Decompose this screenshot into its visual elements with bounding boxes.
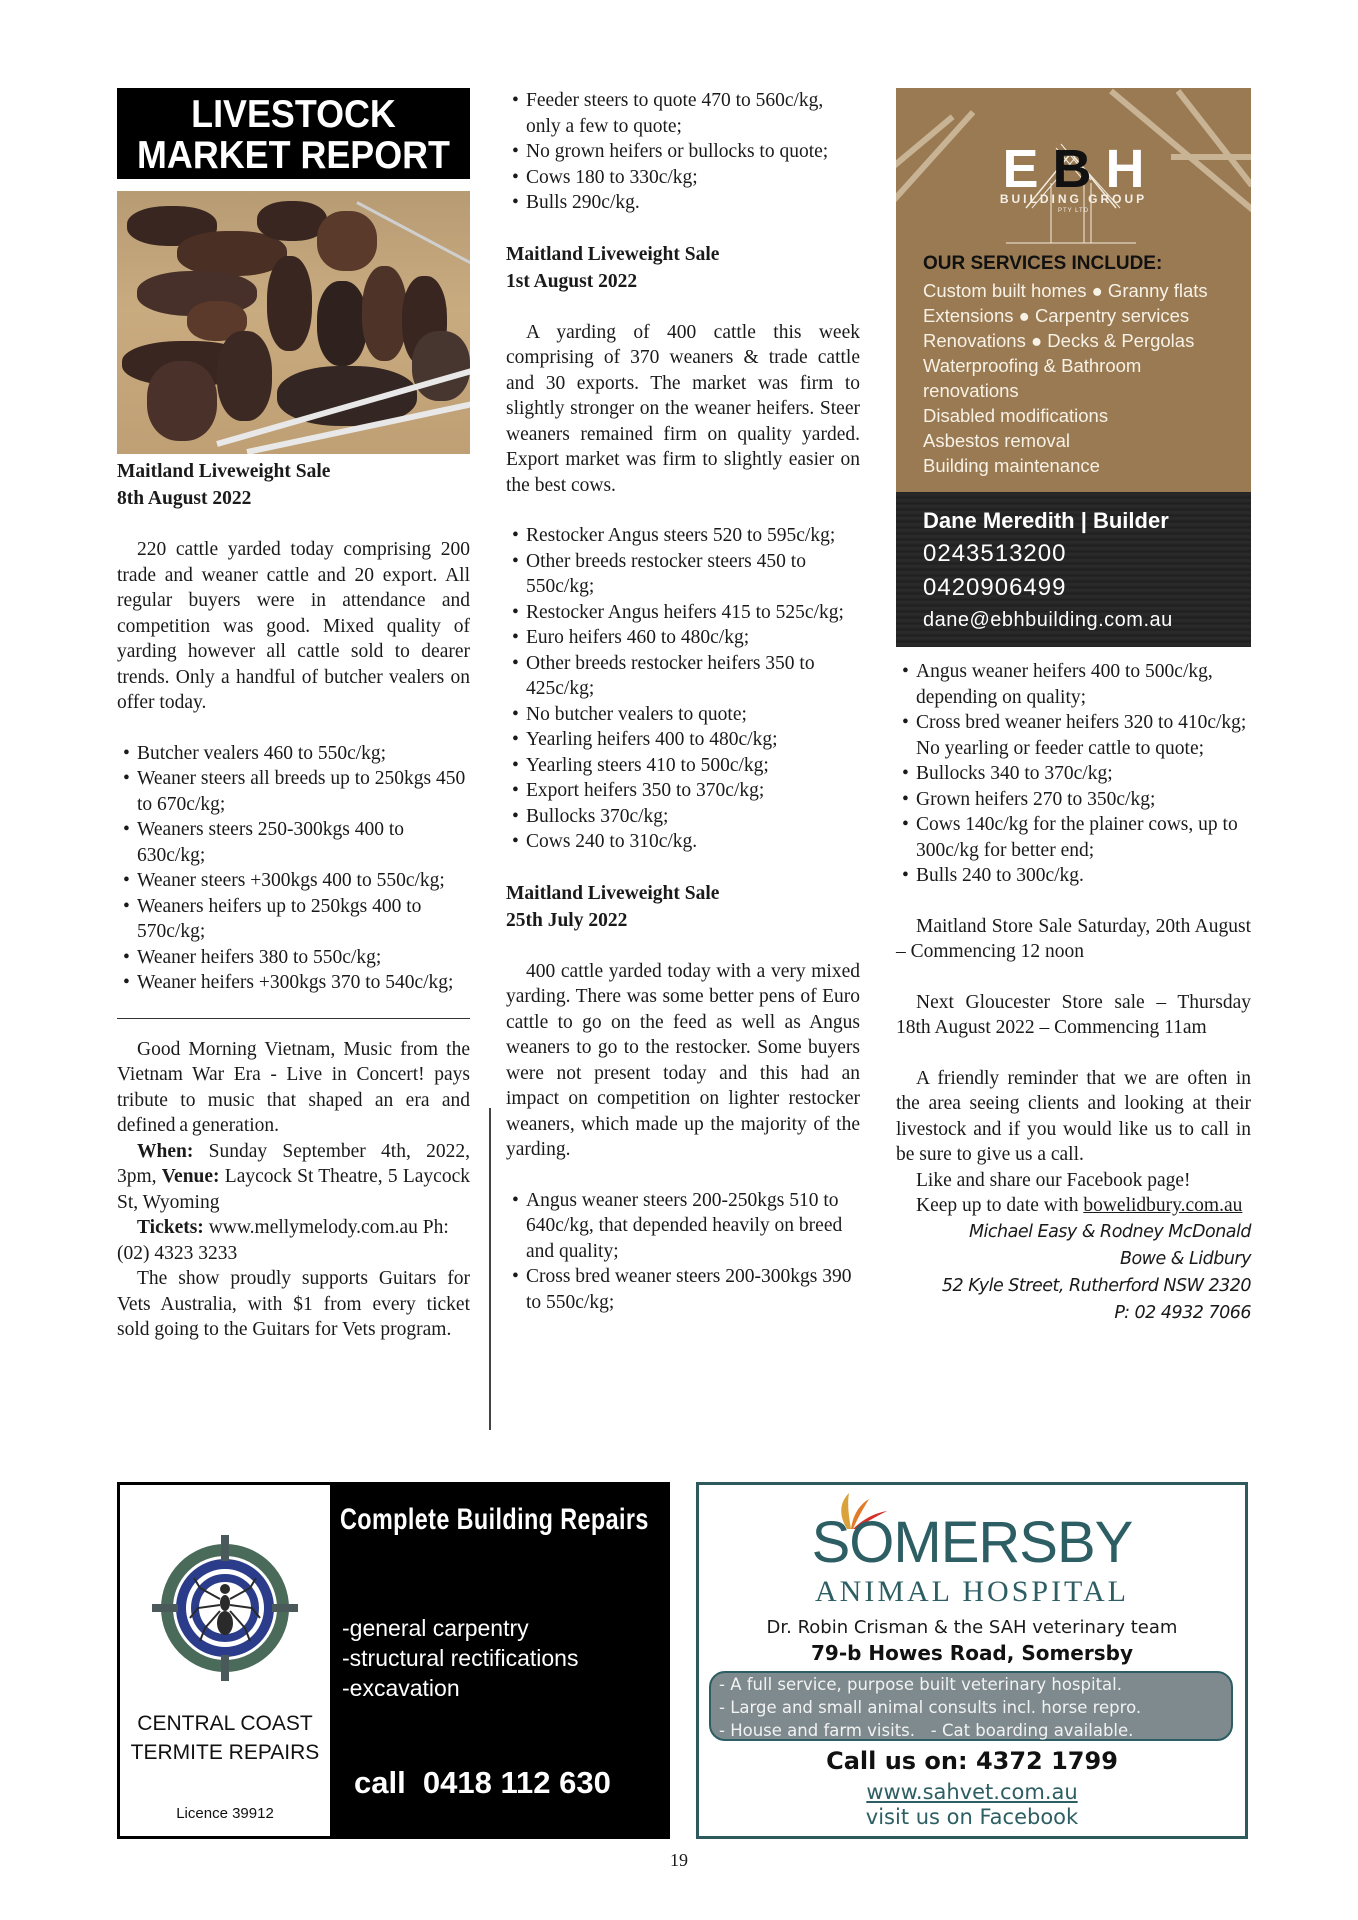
price-item: • Weaner steers +300kgs 400 to 550c/kg; xyxy=(117,868,470,894)
signature xyxy=(896,1219,1251,1327)
price-item: • Restocker Angus heifers 415 to 525c/kg; xyxy=(506,600,860,626)
contact-phone-2[interactable]: 0420906499 xyxy=(923,574,1067,601)
sale-2-date: 1st August 2022 xyxy=(506,270,638,292)
column-1 xyxy=(117,88,470,1343)
when-label: When: xyxy=(137,1140,194,1162)
price-item: • Angus weaner heifers 400 to 500c/kg, depending on quality; xyxy=(896,659,1251,710)
website-notice xyxy=(896,1193,1251,1219)
services-title: OUR SERVICES INCLUDE: xyxy=(923,253,1163,274)
termite-ad-info-panel xyxy=(330,1485,667,1836)
price-item: • Bullocks 340 to 370c/kg; xyxy=(896,761,1251,787)
masthead-line-2: MARKET REPORT xyxy=(137,134,450,177)
price-item: • Grown heifers 270 to 350c/kg; xyxy=(896,787,1251,813)
keep-up-text: Keep up to date with xyxy=(916,1195,1084,1216)
price-item: • No butcher vealers to quote; xyxy=(506,702,860,728)
sale-3-prices-continued xyxy=(896,659,1251,889)
price-item: • Cows 240 to 310c/kg. xyxy=(506,829,860,855)
animal-hospital-subtitle: ANIMAL HOSPITAL xyxy=(815,1575,1129,1608)
concert-when-venue xyxy=(117,1139,470,1216)
price-item: • Angus weaner steers 200-250kgs 510 to 640c/kg, that depended heavily on breed and quality; xyxy=(506,1188,860,1265)
ant-target-icon xyxy=(150,1533,300,1683)
contact-name: Dane Meredith | Builder xyxy=(923,508,1169,533)
service-item: Disabled modifications xyxy=(923,405,1109,426)
sale-1-prices xyxy=(117,741,470,996)
vet-features-box xyxy=(709,1671,1233,1741)
price-item: • Yearling steers 410 to 500c/kg; xyxy=(506,753,860,779)
termite-service-item: -excavation xyxy=(342,1675,460,1701)
price-item: • Bullocks 370c/kg; xyxy=(506,804,860,830)
service-item: Asbestos removal xyxy=(923,430,1071,451)
termite-ad-logo-panel xyxy=(120,1485,330,1836)
when-value: Sunday September 4th, 2022, 3pm, xyxy=(117,1140,470,1187)
price-item: • Euro heifers 460 to 480c/kg; xyxy=(506,625,860,651)
signature-phone: P: 02 4932 7066 xyxy=(1114,1302,1251,1323)
signature-address: 52 Kyle Street, Rutherford NSW 2320 xyxy=(941,1275,1251,1296)
ebh-brand: BUILDING GROUP xyxy=(999,192,1148,206)
sale-2-prices xyxy=(506,523,860,855)
vet-call-number[interactable]: Call us on: 4372 1799 xyxy=(826,1747,1118,1775)
price-item: • Restocker Angus steers 520 to 595c/kg; xyxy=(506,523,860,549)
somersby-animal-hospital-ad xyxy=(696,1482,1248,1839)
price-item: • Weaner steers all breeds up to 250kgs 450 to 670c/kg; xyxy=(117,766,470,817)
gloucester-notice: Next Gloucester Store sale – Thursday 18th August 2022 – Commencing 11am xyxy=(896,991,1251,1038)
service-item: Building maintenance xyxy=(923,455,1100,476)
company-name-line-1: CENTRAL COAST xyxy=(137,1712,313,1735)
sale-2-title: Maitland Liveweight Sale xyxy=(506,243,720,265)
reminder-notice: A friendly reminder that we are often in the area seeing clients and looking at their livestock and if you would like us to call in be sure to give us a call. xyxy=(896,1067,1251,1165)
price-item: • Cross bred weaner heifers 320 to 410c/kg; No yearling or feeder cattle to quote; xyxy=(896,710,1251,761)
logo-letter-b: B xyxy=(1052,139,1092,199)
services-list xyxy=(923,278,1243,478)
service-item: Waterproofing & Bathroom xyxy=(923,355,1142,376)
price-item: • Bulls 290c/kg. xyxy=(506,190,860,216)
price-item: • Weaners heifers up to 250kgs 400 to 570c/kg; xyxy=(117,894,470,945)
price-item: • Cows 180 to 330c/kg; xyxy=(506,165,860,191)
ebh-logo xyxy=(896,138,1251,200)
price-item: • Weaner heifers +300kgs 370 to 540c/kg; xyxy=(117,970,470,996)
sale-3-summary: 400 cattle yarded today with a very mixed yarding. There was some better pens of Euro cattle to go on the feed as well as Angus weaners to go to the restocker. Some buyers were not present today and this had an impact on competition on lighter restocker weaners, which made up the majority of the yarding. xyxy=(506,960,860,1160)
price-item: • Weaner heifers 380 to 550c/kg; xyxy=(117,945,470,971)
termite-services-list xyxy=(342,1613,578,1703)
ebh-building-ad xyxy=(896,88,1251,647)
store-sale-notice: Maitland Store Sale Saturday, 20th August – Commencing 12 noon xyxy=(896,915,1251,962)
column-3 xyxy=(896,88,1251,1327)
venue-label: Venue: xyxy=(161,1166,220,1187)
cow-shape xyxy=(412,331,470,401)
venue-value: Laycock St Theatre, 5 Laycock St, Wyoming xyxy=(117,1166,470,1213)
sale-3-title: Maitland Liveweight Sale xyxy=(506,882,720,904)
price-item: • Butcher vealers 460 to 550c/kg; xyxy=(117,741,470,767)
concert-intro: Good Morning Vietnam, Music from the Vietnam War Era - Live in Concert! pays tribute to music that shaped an era and defined a generation. xyxy=(117,1038,470,1136)
service-item: Renovations ● Decks & Pergolas xyxy=(923,330,1195,351)
vet-address: 79-b Howes Road, Somersby xyxy=(811,1641,1133,1665)
price-item: • Cross bred weaner steers 200-300kgs 390 to 550c/kg; xyxy=(506,1264,860,1315)
sale-1-date: 8th August 2022 xyxy=(117,488,252,509)
vet-feature: - A full service, purpose built veterinary hospital. xyxy=(719,1675,1122,1694)
signature-company: Bowe & Lidbury xyxy=(1119,1248,1251,1269)
sale-2-summary: A yarding of 400 cattle this week comprising of 370 weaners & trade cattle and 30 exports. The market was firm to slightly stronger on the weaner heifers. Steer weaners remained firm on quality yarded. Export market was firm to slightly easier on the best cows. xyxy=(506,321,860,496)
contact-email[interactable]: dane@ebhbuilding.com.au xyxy=(923,609,1173,631)
page-number: 19 xyxy=(670,1850,688,1870)
company-name-line-2: TERMITE REPAIRS xyxy=(130,1741,320,1764)
price-item: • Weaners steers 250-300kgs 400 to 630c/kg; xyxy=(117,817,470,868)
cow-shape xyxy=(217,331,272,421)
sale-1-title: Maitland Liveweight Sale xyxy=(117,461,331,482)
sale-1-prices-continued xyxy=(506,88,860,216)
ebh-ad-contact-panel xyxy=(896,492,1251,647)
price-item: • Feeder steers to quote 470 to 560c/kg, only a few to quote; xyxy=(506,88,860,139)
logo-letter-h: H xyxy=(1105,139,1145,199)
sale-3-prices xyxy=(506,1188,860,1316)
concert-tickets xyxy=(117,1215,470,1266)
cow-shape xyxy=(267,256,312,351)
facebook-notice: Like and share our Facebook page! xyxy=(916,1169,1191,1191)
cow-shape xyxy=(362,266,407,361)
cow-shape xyxy=(317,281,367,366)
price-item: • Bulls 240 to 300c/kg. xyxy=(896,863,1251,889)
service-item: Custom built homes ● Granny flats xyxy=(923,280,1208,301)
website-link[interactable]: bowelidbury.com.au xyxy=(1083,1195,1243,1216)
vet-feature: - Large and small animal consults incl. horse repro. xyxy=(719,1698,1142,1717)
service-item: renovations xyxy=(923,380,1019,401)
service-item: Extensions ● Carpentry services xyxy=(923,305,1190,326)
column-2 xyxy=(506,88,860,1315)
section-divider xyxy=(117,1018,470,1019)
masthead-line-1: LIVESTOCK xyxy=(191,93,396,136)
price-item: • Export heifers 350 to 370c/kg; xyxy=(506,778,860,804)
termite-company-name xyxy=(120,1709,330,1767)
price-item: • Other breeds restocker steers 450 to 550c/kg; xyxy=(506,549,860,600)
logo-letter-e: E xyxy=(1002,139,1039,199)
price-item: • Yearling heifers 400 to 480c/kg; xyxy=(506,727,860,753)
vet-website-link[interactable]: www.sahvet.com.au xyxy=(866,1780,1078,1804)
concert-notice xyxy=(117,1037,470,1343)
price-item: • No grown heifers or bullocks to quote; xyxy=(506,139,860,165)
concert-support: The show proudly supports Guitars for Vets Australia, with $1 from every ticket sold going to the Guitars for Vets program. xyxy=(117,1268,470,1340)
termite-repairs-ad xyxy=(117,1482,670,1839)
licence-number: Licence 39912 xyxy=(176,1805,274,1822)
cow-shape xyxy=(317,211,377,271)
vet-doctor: Dr. Robin Crisman & the SAH veterinary team xyxy=(766,1617,1178,1638)
cow-shape xyxy=(147,361,217,441)
contact-phone-1[interactable]: 0243513200 xyxy=(923,540,1067,567)
masthead xyxy=(117,88,470,179)
termite-ad-headline: Complete Building Repairs xyxy=(340,1503,649,1536)
sale-1-summary: 220 cattle yarded today comprising 200 trade and weaner cattle and 20 export. All regular buyers were in attendance and competition was good. Mixed quality of yarding however all cattle sold to dearer trends. Only a handful of butcher vealers on offer today. xyxy=(117,539,470,713)
signature-names: Michael Easy & Rodney McDonald xyxy=(968,1221,1251,1242)
vet-facebook-link[interactable]: visit us on Facebook xyxy=(865,1805,1079,1829)
termite-call-number[interactable]: call 0418 112 630 xyxy=(354,1765,611,1800)
somersby-logo: SOMERSBY xyxy=(811,1510,1133,1575)
vet-feature: - House and farm visits. - Cat boarding available. xyxy=(719,1721,1134,1740)
column-divider xyxy=(489,1108,491,1430)
ebh-pty: PTY LTD xyxy=(1057,208,1090,214)
tickets-label: Tickets: xyxy=(137,1217,204,1238)
tickets-value: www.mellymelody.com.au Ph: (02) 4323 3233 xyxy=(117,1217,449,1264)
price-item: • Cows 140c/kg for the plainer cows, up to 300c/kg for better end; xyxy=(896,812,1251,863)
ebh-ad-top xyxy=(896,88,1251,492)
cattle-photo xyxy=(117,191,470,454)
termite-service-item: -general carpentry xyxy=(342,1615,529,1641)
price-item: • Other breeds restocker heifers 350 to 425c/kg; xyxy=(506,651,860,702)
sale-3-date: 25th July 2022 xyxy=(506,909,628,931)
termite-service-item: -structural rectifications xyxy=(342,1645,579,1671)
